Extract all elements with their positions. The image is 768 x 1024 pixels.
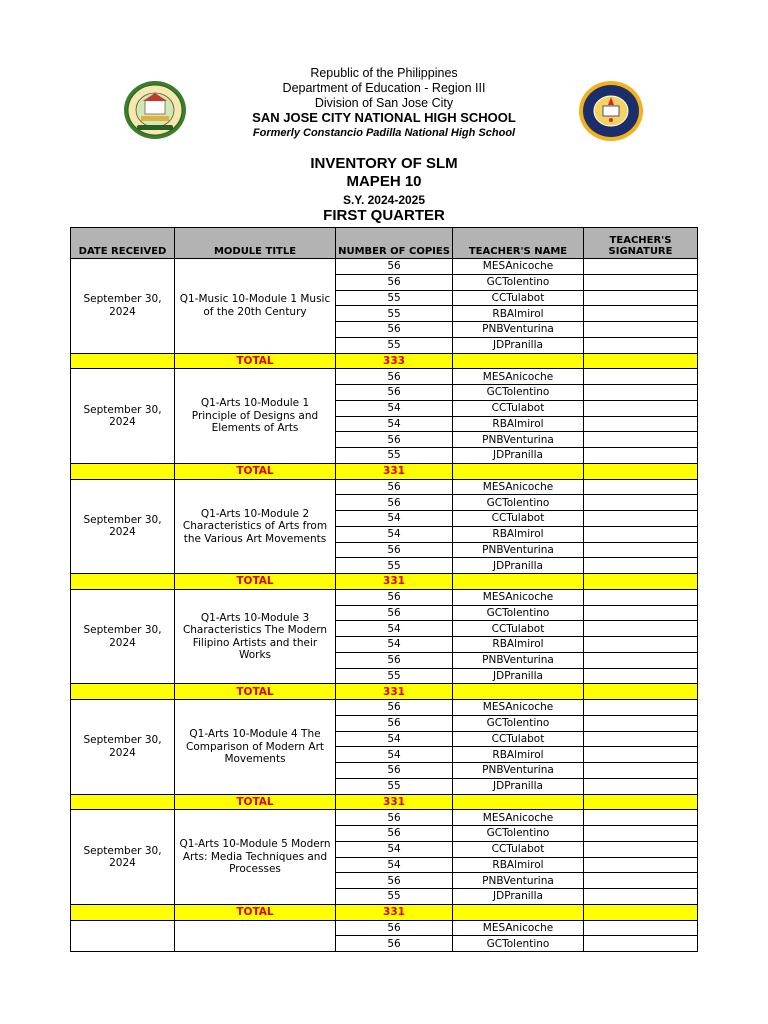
document-subject: MAPEH 10 xyxy=(346,173,422,190)
table-row xyxy=(71,700,698,716)
teacher-name-cell: JDPranilla xyxy=(453,337,584,353)
teacher-name-cell: PNBVenturina xyxy=(453,763,584,779)
copies-cell: 56 xyxy=(336,810,453,826)
copies-cell: 54 xyxy=(336,857,453,873)
signature-cell xyxy=(584,920,698,936)
copies-cell: 56 xyxy=(336,936,453,952)
copies-cell: 56 xyxy=(336,700,453,716)
teacher-name-cell: CCTulabot xyxy=(453,511,584,527)
signature-cell xyxy=(584,715,698,731)
total-value-cell: 331 xyxy=(336,904,453,920)
copies-cell: 56 xyxy=(336,259,453,275)
total-spacer-cell xyxy=(453,904,584,920)
total-spacer-cell xyxy=(71,684,175,700)
teacher-name-cell: CCTulabot xyxy=(453,400,584,416)
total-value-cell: 331 xyxy=(336,794,453,810)
total-spacer-cell xyxy=(453,794,584,810)
teacher-name-cell: JDPranilla xyxy=(453,889,584,905)
table-row xyxy=(71,810,698,826)
teacher-name-cell: GCTolentino xyxy=(453,385,584,401)
total-spacer-cell xyxy=(453,463,584,479)
copies-cell: 56 xyxy=(336,715,453,731)
module-title-cell: Q1-Music 10-Module 1 Music of the 20th Century xyxy=(175,259,336,354)
total-value-cell: 331 xyxy=(336,574,453,590)
total-spacer-cell xyxy=(453,684,584,700)
total-label-cell: TOTAL xyxy=(175,463,336,479)
copies-cell: 54 xyxy=(336,747,453,763)
module-title-cell: Q1-Arts 10-Module 4 The Comparison of Modern Art Movements xyxy=(175,700,336,795)
total-row xyxy=(71,463,698,479)
header-division: Division of San Jose City xyxy=(314,96,454,110)
teacher-name-cell: MESAnicoche xyxy=(453,589,584,605)
signature-cell xyxy=(584,637,698,653)
column-header-teacher: TEACHER'S NAME xyxy=(453,228,584,259)
total-label-cell: TOTAL xyxy=(175,684,336,700)
copies-cell: 56 xyxy=(336,495,453,511)
date-received-cell xyxy=(71,920,175,952)
document-school-year: S.Y. 2024-2025 xyxy=(342,193,426,207)
teacher-name-cell: JDPranilla xyxy=(453,778,584,794)
signature-cell xyxy=(584,448,698,464)
signature-cell xyxy=(584,558,698,574)
signature-cell xyxy=(584,274,698,290)
teacher-name-cell: MESAnicoche xyxy=(453,700,584,716)
signature-cell xyxy=(584,652,698,668)
copies-cell: 54 xyxy=(336,416,453,432)
total-value-cell: 331 xyxy=(336,684,453,700)
copies-cell: 54 xyxy=(336,621,453,637)
copies-cell: 55 xyxy=(336,290,453,306)
teacher-name-cell: CCTulabot xyxy=(453,290,584,306)
total-label-cell: TOTAL xyxy=(175,794,336,810)
inventory-table xyxy=(70,227,698,952)
total-label-cell: TOTAL xyxy=(175,353,336,369)
total-spacer-cell xyxy=(584,574,698,590)
total-spacer-cell xyxy=(71,463,175,479)
date-received-cell: September 30, 2024 xyxy=(71,369,175,464)
copies-cell: 56 xyxy=(336,542,453,558)
signature-cell xyxy=(584,526,698,542)
copies-cell: 55 xyxy=(336,778,453,794)
copies-cell: 54 xyxy=(336,526,453,542)
total-spacer-cell xyxy=(584,904,698,920)
signature-cell xyxy=(584,747,698,763)
table-row xyxy=(71,479,698,495)
signature-cell xyxy=(584,479,698,495)
signature-cell xyxy=(584,259,698,275)
teacher-name-cell: PNBVenturina xyxy=(453,652,584,668)
column-header-module: MODULE TITLE xyxy=(175,228,336,259)
signature-cell xyxy=(584,700,698,716)
copies-cell: 56 xyxy=(336,873,453,889)
total-label-cell: TOTAL xyxy=(175,904,336,920)
signature-cell xyxy=(584,605,698,621)
header-republic: Republic of the Philippines xyxy=(310,66,458,80)
signature-cell xyxy=(584,810,698,826)
document-quarter: FIRST QUARTER xyxy=(323,207,445,224)
module-title-cell: Q1-Arts 10-Module 1 Principle of Designs and Elements of Arts xyxy=(175,369,336,464)
copies-cell: 54 xyxy=(336,400,453,416)
module-title-cell: Q1-Arts 10-Module 2 Characteristics of Arts from the Various Art Movements xyxy=(175,479,336,574)
teacher-name-cell: GCTolentino xyxy=(453,936,584,952)
table-row xyxy=(71,589,698,605)
copies-cell: 55 xyxy=(336,306,453,322)
copies-cell: 56 xyxy=(336,479,453,495)
teacher-name-cell: PNBVenturina xyxy=(453,322,584,338)
copies-cell: 55 xyxy=(336,448,453,464)
signature-cell xyxy=(584,306,698,322)
teacher-name-cell: JDPranilla xyxy=(453,558,584,574)
signature-cell xyxy=(584,432,698,448)
teacher-name-cell: RBAlmirol xyxy=(453,526,584,542)
copies-cell: 55 xyxy=(336,668,453,684)
total-value-cell: 333 xyxy=(336,353,453,369)
total-spacer-cell xyxy=(584,463,698,479)
column-header-signature: TEACHER'S SIGNATURE xyxy=(584,228,698,259)
teacher-name-cell: GCTolentino xyxy=(453,495,584,511)
signature-cell xyxy=(584,936,698,952)
copies-cell: 55 xyxy=(336,889,453,905)
copies-cell: 56 xyxy=(336,920,453,936)
signature-cell xyxy=(584,873,698,889)
copies-cell: 56 xyxy=(336,826,453,842)
total-spacer-cell xyxy=(71,794,175,810)
module-title-cell xyxy=(175,920,336,952)
teacher-name-cell: RBAlmirol xyxy=(453,747,584,763)
total-spacer-cell xyxy=(453,353,584,369)
date-received-cell: September 30, 2024 xyxy=(71,479,175,574)
teacher-name-cell: MESAnicoche xyxy=(453,810,584,826)
module-title-cell: Q1-Arts 10-Module 3 Characteristics The Modern Filipino Artists and their Works xyxy=(175,589,336,684)
signature-cell xyxy=(584,857,698,873)
total-spacer-cell xyxy=(71,574,175,590)
signature-cell xyxy=(584,826,698,842)
copies-cell: 56 xyxy=(336,605,453,621)
signature-cell xyxy=(584,731,698,747)
signature-cell xyxy=(584,385,698,401)
signature-cell xyxy=(584,322,698,338)
total-spacer-cell xyxy=(584,353,698,369)
teacher-name-cell: RBAlmirol xyxy=(453,416,584,432)
copies-cell: 54 xyxy=(336,841,453,857)
date-received-cell: September 30, 2024 xyxy=(71,589,175,684)
teacher-name-cell: CCTulabot xyxy=(453,841,584,857)
copies-cell: 56 xyxy=(336,322,453,338)
signature-cell xyxy=(584,889,698,905)
teacher-name-cell: GCTolentino xyxy=(453,715,584,731)
teacher-name-cell: PNBVenturina xyxy=(453,542,584,558)
teacher-name-cell: MESAnicoche xyxy=(453,479,584,495)
teacher-name-cell: RBAlmirol xyxy=(453,306,584,322)
document-title: INVENTORY OF SLM xyxy=(310,155,458,172)
signature-cell xyxy=(584,621,698,637)
table-row xyxy=(71,259,698,275)
signature-cell xyxy=(584,337,698,353)
teacher-name-cell: MESAnicoche xyxy=(453,920,584,936)
total-spacer-cell xyxy=(584,794,698,810)
signature-cell xyxy=(584,369,698,385)
copies-cell: 56 xyxy=(336,589,453,605)
signature-cell xyxy=(584,495,698,511)
total-label-cell: TOTAL xyxy=(175,574,336,590)
total-spacer-cell xyxy=(71,353,175,369)
copies-cell: 56 xyxy=(336,432,453,448)
total-row xyxy=(71,794,698,810)
teacher-name-cell: PNBVenturina xyxy=(453,873,584,889)
teacher-name-cell: GCTolentino xyxy=(453,826,584,842)
total-spacer-cell xyxy=(71,904,175,920)
signature-cell xyxy=(584,542,698,558)
teacher-name-cell: RBAlmirol xyxy=(453,637,584,653)
signature-cell xyxy=(584,290,698,306)
signature-cell xyxy=(584,589,698,605)
teacher-name-cell: CCTulabot xyxy=(453,621,584,637)
column-header-date: DATE RECEIVED xyxy=(71,228,175,259)
teacher-name-cell: JDPranilla xyxy=(453,668,584,684)
date-received-cell: September 30, 2024 xyxy=(71,810,175,905)
signature-cell xyxy=(584,416,698,432)
table-header-row xyxy=(71,228,698,259)
copies-cell: 56 xyxy=(336,369,453,385)
signature-cell xyxy=(584,778,698,794)
copies-cell: 56 xyxy=(336,274,453,290)
table-row xyxy=(71,369,698,385)
signature-cell xyxy=(584,511,698,527)
inventory-body xyxy=(71,259,698,952)
teacher-name-cell: RBAlmirol xyxy=(453,857,584,873)
total-row xyxy=(71,574,698,590)
copies-cell: 54 xyxy=(336,637,453,653)
copies-cell: 56 xyxy=(336,652,453,668)
header-department: Department of Education - Region III xyxy=(282,81,486,95)
copies-cell: 54 xyxy=(336,731,453,747)
column-header-copies: NUMBER OF COPIES xyxy=(336,228,453,259)
total-row xyxy=(71,904,698,920)
module-title-cell: Q1-Arts 10-Module 5 Modern Arts: Media Techniques and Processes xyxy=(175,810,336,905)
date-received-cell: September 30, 2024 xyxy=(71,259,175,354)
total-spacer-cell xyxy=(584,684,698,700)
teacher-name-cell: JDPranilla xyxy=(453,448,584,464)
copies-cell: 55 xyxy=(336,558,453,574)
date-received-cell: September 30, 2024 xyxy=(71,700,175,795)
copies-cell: 56 xyxy=(336,385,453,401)
signature-cell xyxy=(584,400,698,416)
signature-cell xyxy=(584,841,698,857)
total-row xyxy=(71,353,698,369)
copies-cell: 56 xyxy=(336,763,453,779)
signature-cell xyxy=(584,763,698,779)
teacher-name-cell: MESAnicoche xyxy=(453,259,584,275)
total-spacer-cell xyxy=(453,574,584,590)
teacher-name-cell: GCTolentino xyxy=(453,274,584,290)
header-formerly: Formerly Constancio Padilla National High School xyxy=(252,127,516,139)
teacher-name-cell: GCTolentino xyxy=(453,605,584,621)
teacher-name-cell: PNBVenturina xyxy=(453,432,584,448)
total-value-cell: 331 xyxy=(336,463,453,479)
teacher-name-cell: CCTulabot xyxy=(453,731,584,747)
header-school-name: SAN JOSE CITY NATIONAL HIGH SCHOOL xyxy=(252,110,516,125)
copies-cell: 55 xyxy=(336,337,453,353)
signature-cell xyxy=(584,668,698,684)
total-row xyxy=(71,684,698,700)
table-row xyxy=(71,920,698,936)
copies-cell: 54 xyxy=(336,511,453,527)
teacher-name-cell: MESAnicoche xyxy=(453,369,584,385)
